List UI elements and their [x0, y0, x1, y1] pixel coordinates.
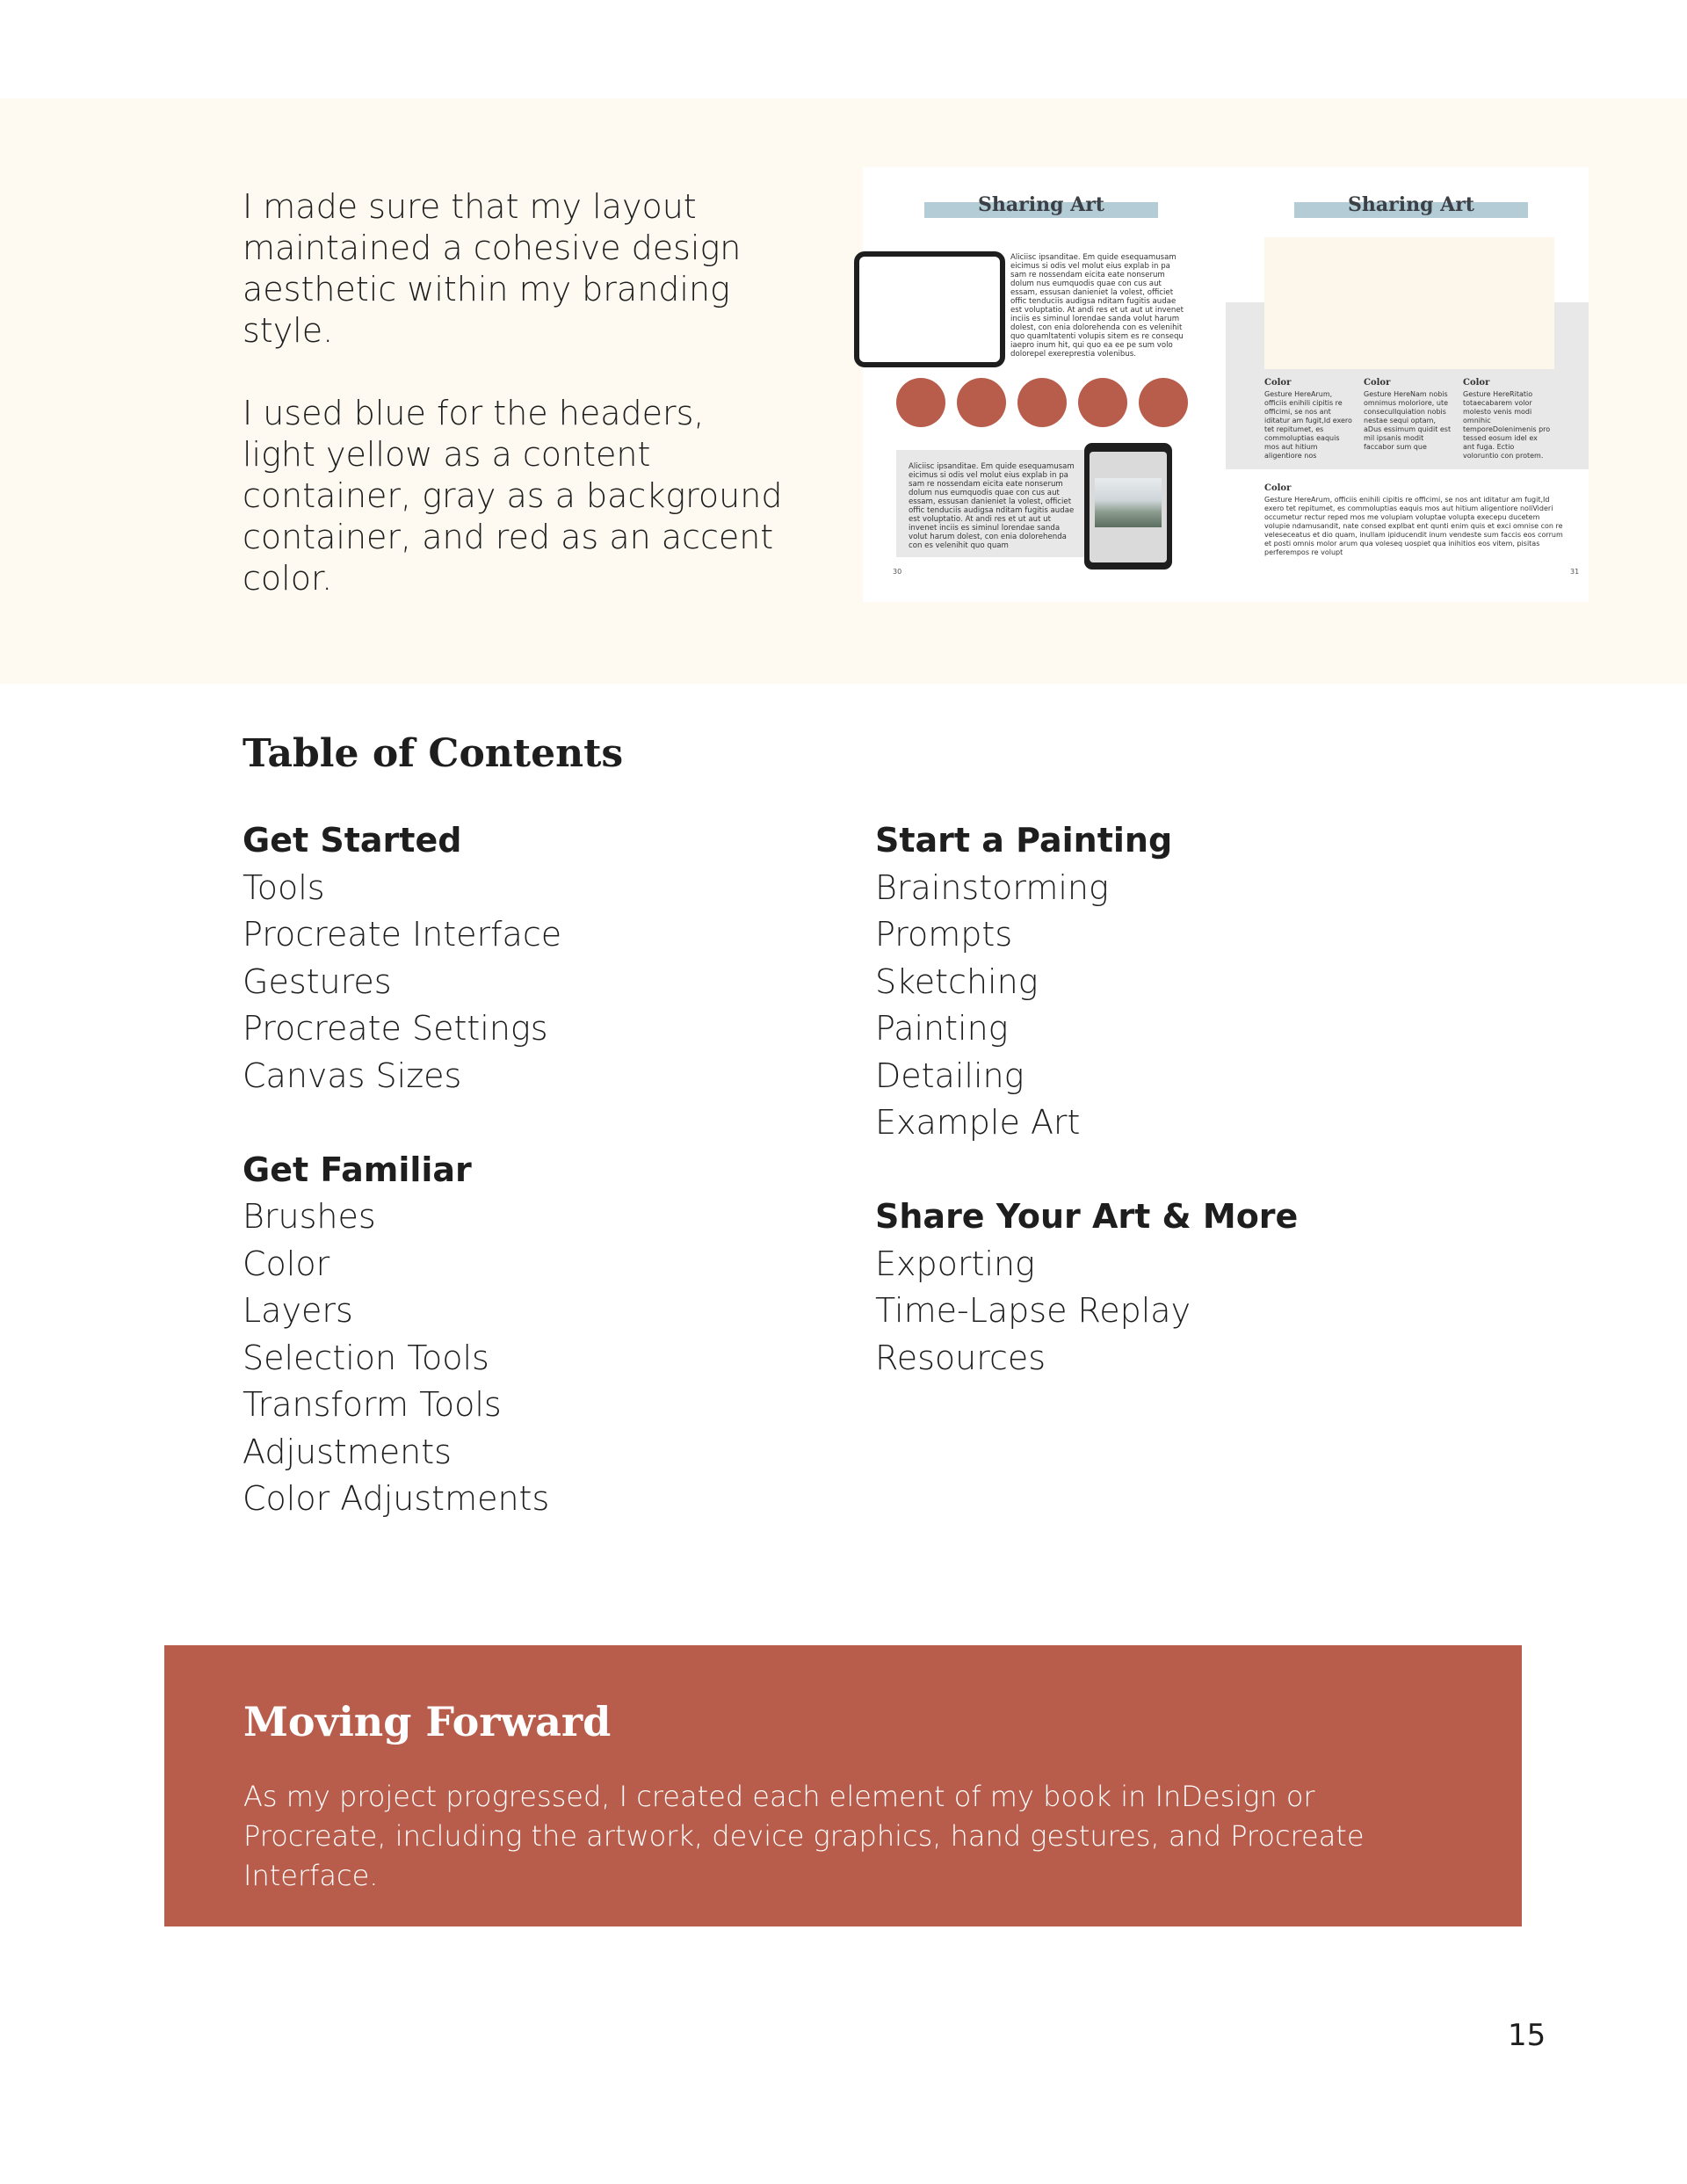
column-heading: Color [1463, 378, 1490, 388]
column-text: Gesture HereNam nobis omnimus moloriore, ute consecullquiation nobis nestae sequi optam, aDus essimum quidit est mil ipsanis modit faccabor sum que [1364, 390, 1452, 451]
moving-forward-title: Moving Forward [243, 1698, 612, 1745]
toc-item: Brainstorming [875, 867, 1109, 907]
bottom-color-block [1264, 483, 1563, 557]
toc-item: Canvas Sizes [243, 1056, 462, 1095]
color-column [1364, 378, 1452, 452]
color-column [1463, 378, 1551, 460]
intro-text [243, 186, 787, 641]
column-text: Gesture HereRitatio totaecabarem volor molesto venis modi omnihic temporeDolenimenis pro tessed eosum idel ex ant fuga. Ectio voloruntio con protem. [1463, 390, 1551, 460]
moving-forward-panel [164, 1645, 1522, 1926]
toc-item: Layers [243, 1291, 353, 1330]
spread-page-number-left: 30 [893, 568, 902, 576]
spread-left-title: Sharing Art [978, 193, 1104, 216]
book-spread-image [863, 167, 1589, 602]
toc-item: Tools [243, 867, 325, 907]
toc-left-column [243, 817, 805, 1523]
spread-left-page [863, 167, 1226, 602]
toc-item: Time-Lapse Replay [875, 1291, 1191, 1330]
intro-paragraph-2: I used blue for the headers, light yellow as a content container, gray as a background container, and red as an accent color. [243, 394, 783, 598]
column-heading: Color [1264, 378, 1292, 388]
toc-item: Example Art [875, 1103, 1081, 1142]
page-number: 15 [1508, 2018, 1546, 2053]
spread-left-text: Aliciisc ipsanditae. Em quide esequamusam eicimus si odis vel molut eius explab in pa sam re nossendam eicita eate nonserum dolum nus eumquodis quae con cus aut essam, essusan danieniet la volest, officiet offic tenduciis audigsa nditam fugitis audae est voluptatio. At andi res et ut aut ut invenet inciis es siminul lorendae sanda volut harum dolest, con enia dolorehenda con es velenihit quo quamltatenti volupis sitem es re consequ iaepro inum hit, qui quo ea ee pe sum volo dolorepel exereprestia volenibus. [1010, 253, 1184, 359]
column-heading: Color [1364, 378, 1391, 388]
toc-item: Color Adjustments [243, 1479, 550, 1518]
toc-item: Procreate Interface [243, 915, 562, 954]
column-text: Gesture HereArum, officiis enihili cipitis re officimi, se nos ant iditatur am fugit,Id exero tet repitumet, es commoluptias eaquis mos aut hitium aligentiore nos [1264, 390, 1352, 460]
toc-item: Selection Tools [243, 1338, 489, 1377]
toc-item: Color [243, 1244, 330, 1283]
toc-item: Gestures [243, 961, 392, 1001]
bottom-text: Gesture HereArum, officiis enihili cipitis re officimi, se nos ant iditatur am fugit,Id exero tet repitumet, es commoluptias eaquis mos aut hitium aligentiore noliVideri occumetur rectur reped mos me volupiam voluptae volupta execepu ducetem volupie ndamusandit, nate consed explbat ent qunti enim quis et exci omnise con re veleseceatus et dio quam, inullam ipiducendit inum vendeste sum faccis eos corrum et posti omnis molor arum qua voleseq uospiet qua inihitios eos vitem, pisitas perferempos re volupt [1264, 496, 1563, 556]
toc-item: Prompts [875, 915, 1013, 954]
device-outline [854, 251, 1005, 367]
toc-item: Procreate Settings [243, 1009, 548, 1048]
toc-section: Share Your Art & More [875, 1197, 1299, 1236]
moving-forward-body: As my project progressed, I created each element of my book in InDesign or Procreate, including the artwork, device graphics, hand gestures, and Procreate Interface. [243, 1780, 1365, 1892]
spread-page-number-right: 31 [1570, 568, 1580, 576]
toc-item: Brushes [243, 1197, 376, 1236]
color-column [1264, 378, 1352, 460]
toc-item: Painting [875, 1009, 1009, 1048]
spread-right-title: Sharing Art [1348, 193, 1474, 216]
accent-dot [1017, 378, 1067, 427]
toc-item: Exporting [875, 1244, 1035, 1283]
accent-dot [896, 378, 945, 427]
intro-paragraph-1: I made sure that my layout maintained a cohesive design aesthetic within my branding style. [243, 187, 742, 350]
tablet-graphic [1084, 443, 1172, 570]
accent-dot [957, 378, 1006, 427]
toc-item: Adjustments [243, 1432, 452, 1471]
toc-section: Get Familiar [243, 1150, 472, 1189]
spread-left-text-2: Aliciisc ipsanditae. Em quide esequamusam eicimus si odis vel molut eius explab in pa sam re nossendam eicita eate nonserum dolum nus eumquodis quae con cus aut essam, essusan danieniet la volest, officiet offic tenduciis audigsa nditam fugitis audae est voluptatio. At andi res et ut aut ut invenet inciis es siminul lorendae sanda volut harum dolest, con enia dolorehenda con es velenihit quo quam [909, 462, 1075, 550]
toc-item: Transform Tools [243, 1385, 502, 1424]
toc-right-column [875, 817, 1437, 1382]
toc-section: Start a Painting [875, 821, 1173, 860]
spread-right-page [1226, 167, 1589, 602]
accent-dot [1078, 378, 1127, 427]
toc-item: Detailing [875, 1056, 1025, 1095]
toc-item: Resources [875, 1338, 1046, 1377]
plant-photo [1095, 478, 1162, 527]
bottom-heading: Color [1264, 483, 1292, 493]
yellow-content-container [1264, 237, 1554, 369]
toc-section: Get Started [243, 821, 462, 860]
accent-dot [1139, 378, 1188, 427]
toc-item: Sketching [875, 961, 1039, 1001]
toc-title: Table of Contents [243, 731, 624, 776]
